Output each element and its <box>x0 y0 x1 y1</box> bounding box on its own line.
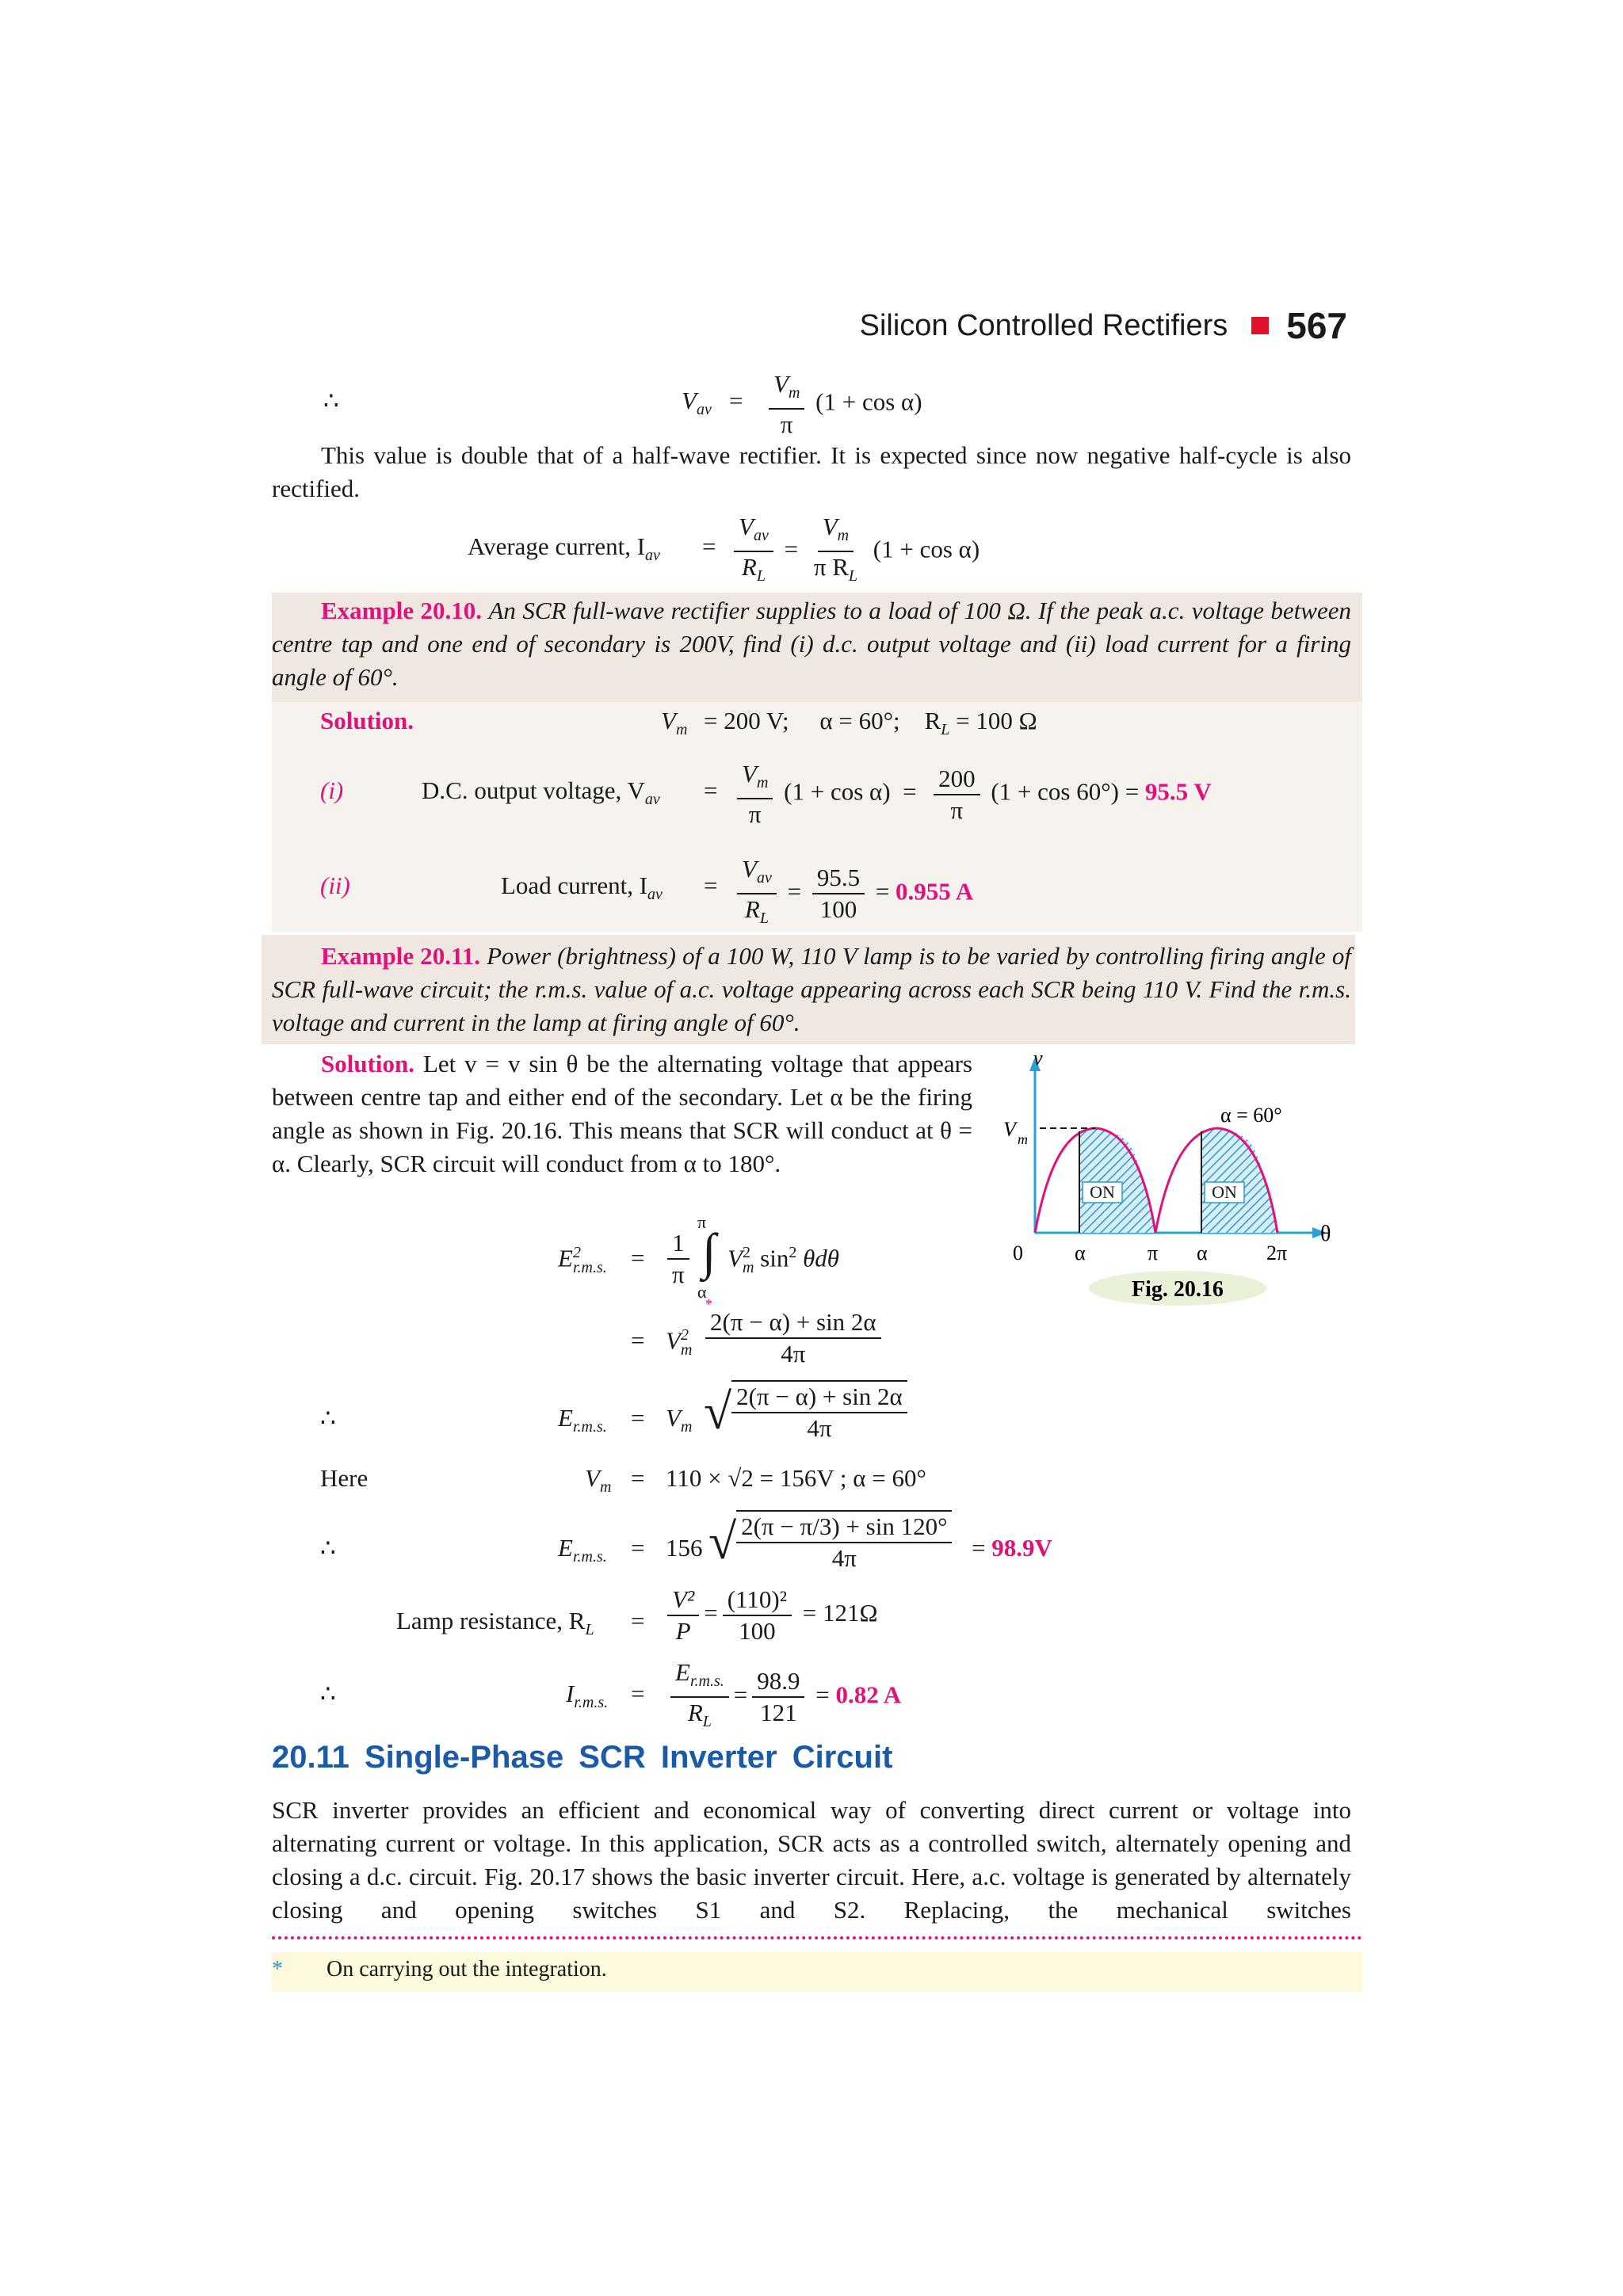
running-header <box>824 306 1347 345</box>
footnote-text: On carrying out the integration. <box>327 1957 607 1981</box>
footnote-separator <box>272 1936 1362 1939</box>
axis-v-label: v <box>1033 1047 1043 1070</box>
result-98-9v: 98.9V <box>991 1534 1052 1562</box>
result-0-955a: 0.955 A <box>896 877 974 906</box>
footnote-marker: * <box>272 1957 283 1981</box>
axis-theta-label: θ <box>1320 1222 1331 1246</box>
tick-0: 0 <box>1013 1241 1023 1264</box>
eq-line2: = $V^2_m$ $\frac{2(\pi - \alpha) + \sin 2\alpha}{4\pi}$ * <box>539 1307 1094 1379</box>
vm-sub: m <box>1018 1131 1028 1147</box>
section-paragraph: SCR inverter provides an efficient and economical way of converting direct current or voltage into alternating current or voltage. In this application, SCR acts as a controlled switch, alternately opening and closing a d.c. circuit. Fig. 20.17 shows the basic inverter circuit. Here, a.c. voltage is generated by alternately closing and opening switches S1 and S2. Replacing, the mechanical switches <box>272 1796 1351 1924</box>
iav-label: Average current, $I_{av}$ <box>468 532 660 565</box>
therefore-symbol: ∴ <box>323 387 339 414</box>
header-square-icon <box>1251 317 1269 334</box>
vav-fraction: $\frac{V_m}{\pi}$ <box>769 369 804 440</box>
on-label-1: ON <box>1090 1182 1115 1202</box>
figure-caption: Fig. 20.16 <box>1132 1277 1224 1302</box>
example-20-10-part-ii: (ii) Load current, $I_{av}$ = $\frac{V_{av}}{R_L}$ = $\frac{95.5}{100}$ = 0.955 A <box>320 855 974 928</box>
result-0-82a: 0.82 A <box>835 1680 902 1709</box>
eq-line3: ∴ $E_{r.m.s.}$ = $V_m$ √ $\frac{2(\pi - \alpha) + \sin 2\alpha}{4\pi}$ <box>320 1380 1033 1451</box>
vav-rest: (1 + cos α) <box>815 387 922 416</box>
vm-label: V <box>1003 1118 1016 1141</box>
header-title: Silicon Controlled Rectifiers <box>859 308 1228 342</box>
on-label-2: ON <box>1212 1182 1237 1202</box>
example-20-11-solution: Solution. Let v = v sin θ be the alternating voltage that appears between centre tap and either end of the secondary. Let α be the firing angle as shown in Fig. 20.16. This means that SCR will conduct at θ = α. Clearly, SCR circuit will conduct from α to 180°. <box>272 1050 972 1177</box>
section-heading: 20.11 Single-Phase SCR Inverter Circuit <box>272 1740 893 1775</box>
alpha-60-label: α = 60° <box>1220 1104 1282 1127</box>
eq-lamp-resistance: Lamp resistance, $R_L$ = $\frac{\text{V²}}{P}$ = $\frac{\text{(110)²}}{100}$ = 121Ω <box>396 1585 878 1645</box>
result-95-5v: 95.5 V <box>1144 777 1212 806</box>
tick-alpha-1: α <box>1075 1241 1086 1264</box>
tick-alpha-2: α <box>1197 1241 1208 1264</box>
example-20-10-part-i: (i) D.C. output voltage, $V_{av}$ = $\frac{V_m}{\pi}$ (1 + cos α) = $\frac{200}{\pi}$ (1 + cos 60°) = 95.5 V <box>320 760 1212 829</box>
eq-erms-squared: $E^2_{r.m.s.}$ = $\frac{1}{\pi}$ π ∫ α $V^2_m$ $\sin^2 \theta d\theta$ <box>558 1212 840 1302</box>
page-number: 567 <box>1286 305 1347 346</box>
tick-2pi: 2π <box>1266 1241 1288 1264</box>
example-20-10-given: Solution. $V_m$ = 200 V; α = 60°; $R_L = 100$ Ω <box>320 707 1037 739</box>
eq-line5: ∴ $E_{r.m.s.}$ = 156 √ $\frac{2(\pi - \pi/3) + \sin 120^\circ}{4\pi}$ = 98.9V <box>320 1510 1113 1581</box>
tick-pi: π <box>1148 1241 1159 1264</box>
example-20-10-statement: Example 20.10. An SCR full-wave rectifier supplies to a load of 100 Ω. If the peak a.c. voltage between centre tap and one end of secondary is 200V, find (i) d.c. output voltage and (ii) load current for a firing angle of 60°. <box>272 597 1351 691</box>
example-20-11-statement: Example 20.11. Power (brightness) of a 100 W, 110 V lamp is to be varied by controlling firing angle of SCR full-wave circuit; the r.m.s. value of a.c. voltage appearing across each SCR being 110 V. Find the r.m.s. voltage and current in the lamp at firing angle of 60°. <box>272 942 1352 1036</box>
eq-irms: ∴ $I_{r.m.s.}$ = $\frac{E_{r.m.s.}}{R_L}$ = $\frac{98.9}{121}$ = 0.82 A <box>320 1658 902 1731</box>
eq-here: Here $V_m$ = 110 × √2 = 156V ; α = 60° <box>320 1464 926 1497</box>
vav-lhs: $V_{av}$ <box>682 387 712 419</box>
footnote <box>272 1957 607 1982</box>
paragraph-double-value: This value is double that of a half-wave rectifier. It is expected since now negative half-cycle is also rectified. <box>272 441 1351 502</box>
equation-iav: Average current, $I_{av}$ = $\frac{V_{av}}{R_L}$ = $\frac{V_m}{\pi R_L}$ (1 + cos α) <box>468 513 980 585</box>
equation-vav: ∴ $V_{av}$ = $\frac{V_m}{\pi}$ (1 + cos α) <box>323 370 922 439</box>
